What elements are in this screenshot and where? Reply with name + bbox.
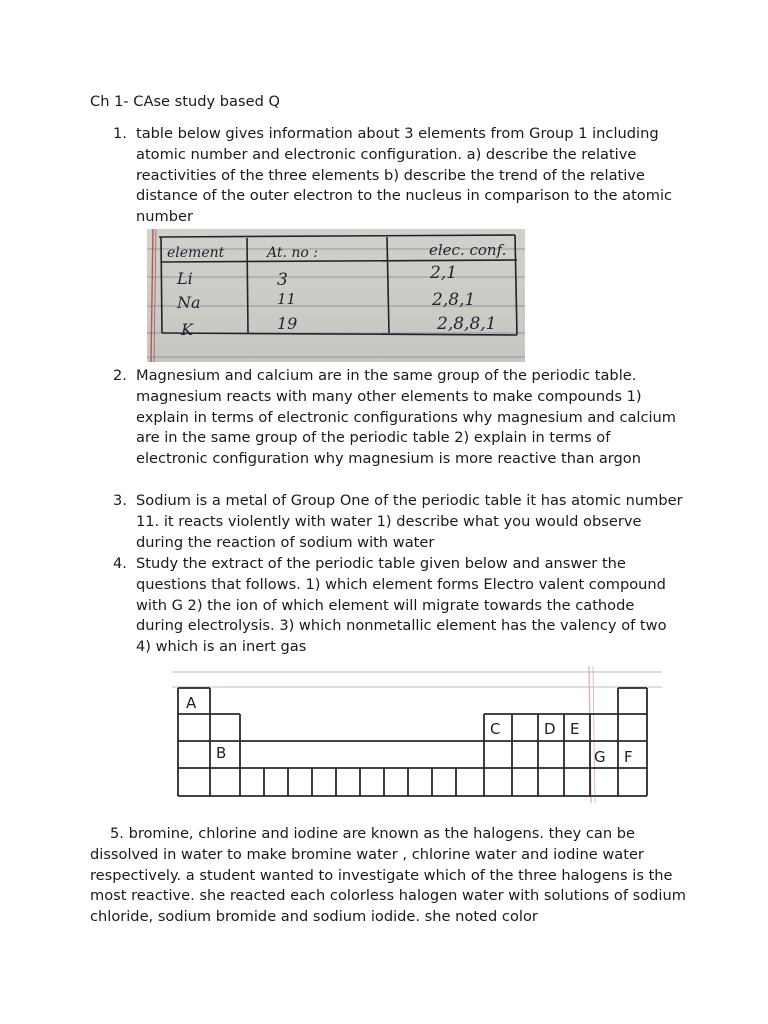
page-heading: Ch 1- CAse study based Q [90,93,280,110]
question-number: 1. [113,125,127,142]
element-label: F [624,748,633,766]
table-cell-element: Li [177,269,193,288]
question-1 [113,124,683,228]
table-cell-atomic-number: 19 [277,314,298,333]
periodic-table-drawing [172,666,662,803]
table-header-element: element [167,245,225,261]
question-3 [113,491,683,553]
element-label: E [570,720,580,738]
question-2 [113,366,683,470]
element-label: D [544,720,556,738]
element-label: G [594,748,606,766]
periodic-table-extract-photo [172,666,662,803]
table-header-electronic-config: elec. conf. [429,241,507,259]
table-header-atomic-number: At. no : [267,245,319,261]
table-cell-electronic-config: 2,8,8,1 [437,314,497,334]
question-text: Sodium is a metal of Group One of the periodic table it has atomic number 11. it reacts violently with water 1) describe what you would observe during the reaction of sodium with water [136,492,683,551]
table-cell-electronic-config: 2,1 [430,263,458,283]
element-label: B [216,744,227,762]
question-text: Study the extract of the periodic table given below and answer the questions that follows. 1) which element forms Electro valent compound with G 2) the ion of which element will migrate towards the cathode during electrolysis. 3) which nonmetallic element has the valency of two 4) which is an inert gas [136,555,667,656]
handwritten-table-drawing [147,229,525,362]
question-number: 3. [113,492,127,509]
question-number: 4. [113,555,127,572]
table-cell-atomic-number: 11 [277,290,297,308]
question-5: 5. bromine, chlorine and iodine are known as the halogens. they can be dissolved in water to make bromine water , chlorine water and iodine water respectively. a student wanted to investigate which of the three halogens is the most reactive. she reacted each colorless halogen water with solutions of sodium chloride, sodium bromide and sodium iodide. she noted color [90,825,686,926]
table-cell-electronic-config: 2,8,1 [432,290,476,310]
table-cell-element: K [181,320,193,339]
handwritten-element-table-photo [147,229,525,362]
element-label: C [490,720,501,738]
table-cell-atomic-number: 3 [277,270,288,290]
question-text: table below gives information about 3 elements from Group 1 including atomic number and electronic configuration. a) describe the relative reactivities of the three elements b) describe the trend of the relative distance of the outer electron to the nucleus in comparison to the atomic number [136,125,673,226]
question-4 [113,554,683,658]
element-label: A [186,694,197,712]
question-number: 2. [113,367,127,384]
table-cell-element: Na [177,293,201,312]
question-text: Magnesium and calcium are in the same group of the periodic table. magnesium reacts with many other elements to make compounds 1) explain in terms of electronic configurations why magnesium and calcium are in the same group of the periodic table 2) explain in terms of electronic configuration why magnesium is more reactive than argon [136,367,677,468]
